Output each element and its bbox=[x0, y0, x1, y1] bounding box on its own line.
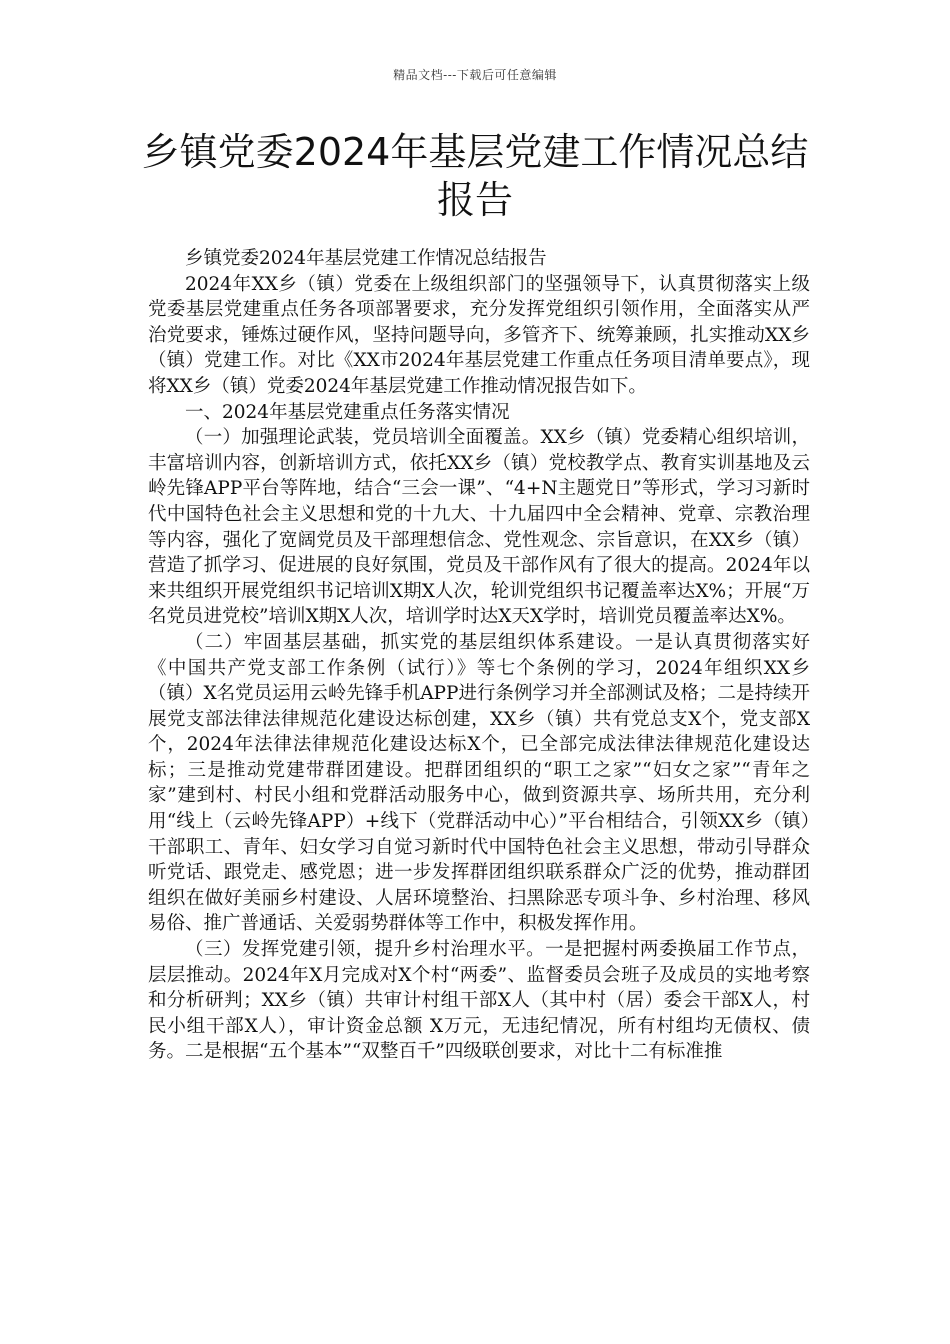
paragraph-rural-governance: （三）发挥党建引领，提升乡村治理水平。一是把握村两委换届工作节点，层层推动。2024年X月完成对X个村“两委”、监督委员会班子及成员的实地考察和分析研判；XX乡（镇）共审计村组干部X人（其中村（居）委会干部X人，村民小组干部X人），审计资金总额 X万元，无违纪情况，所有村组均无债权、债务。二是根据“五个基本”“双整百千”四级联创要求，对比十二有标准推 bbox=[148, 939, 810, 1063]
document-body bbox=[148, 246, 810, 1065]
intro-paragraph: 2024年XX乡（镇）党委在上级组织部门的坚强领导下，认真贯彻落实上级党委基层党建重点任务各项部署要求，充分发挥党组织引领作用，全面落实从严治党要求，锤炼过硬作风，坚持问题导向，多管齐下、统筹兼顾，扎实推动XX乡（镇）党建工作。对比《XX市2024年基层党建工作重点任务项目清单要点》，现将XX乡（镇）党委2024年基层党建工作推动情况报告如下。 bbox=[148, 273, 810, 397]
page-header: 精品文档---下载后可任意编辑 bbox=[393, 68, 557, 82]
body-subtitle: 乡镇党委2024年基层党建工作情况总结报告 bbox=[185, 248, 547, 269]
paragraph-grassroots-foundation: （二）牢固基层基础，抓实党的基层组织体系建设。一是认真贯彻落实好《中国共产党支部工作条例（试行）》等七个条例的学习，2024年组织XX乡（镇）X名党员运用云岭先锋手机APP进行条例学习并全部测试及格；二是持续开展党支部法律法律规范化建设达标创建，XX乡（镇）共有党总支X个，党支部X个，2024年法律法律规范化建设达标X个，已全部完成法律法律规范化建设达标；三是推动党建带群团建设。把群团组织的“职工之家”“妇女之家”“青年之家”建到村、村民小组和党群活动服务中心，做到资源共享、场所共用，充分利用“线上（云岭先锋APP）+线下（党群活动中心）”平台相结合，引领XX乡（镇）干部职工、青年、妇女学习自觉习新时代中国特色社会主义思想，带动引导群众听党话、跟党走、感党恩；进一步发挥群团组织联系群众广泛的优势，推动群团组织在做好美丽乡村建设、人居环境整治、扫黑除恶专项斗争、乡村治理、移风易俗、推广普通话、关爱弱势群体等工作中，积极发挥作用。 bbox=[148, 631, 810, 935]
section-heading: 一、2024年基层党建重点任务落实情况 bbox=[185, 401, 510, 423]
paragraph-theory-training: （一）加强理论武装，党员培训全面覆盖。XX乡（镇）党委精心组织培训，丰富培训内容，创新培训方式，依托XX乡（镇）党校教学点、教育实训基地及云岭先锋APP平台等阵地，结合“三会一课”、“4+N主题党日”等形式，学习习新时代中国特色社会主义思想和党的十九大、十九届四中全会精神、党章、宗教治理等内容，强化了宽阔党员及干部理想信念、党性观念、宗旨意识，在XX乡（镇）营造了抓学习、促进展的良好氛围，党员及干部作风有了很大的提高。2024年以来共组织开展党组织书记培训X期X人次，轮训党组织书记覆盖率达X%；开展“万名党员进党校”培训X期X人次，培训学时达X天X学时，培训党员覆盖率达X%。 bbox=[148, 427, 810, 628]
document-title: 乡镇党委2024年基层党建工作情况总结报告 bbox=[141, 130, 809, 222]
